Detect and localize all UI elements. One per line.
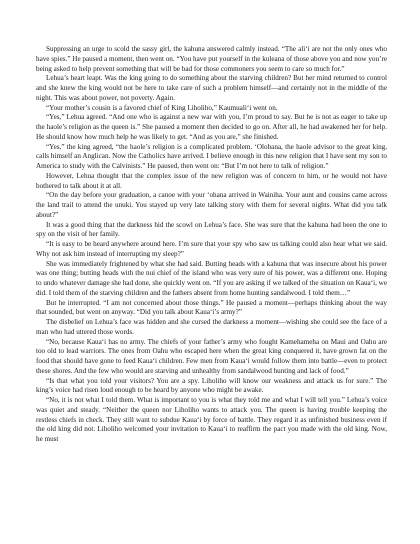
paragraph: “Yes,” Lehua agreed. “And one who is against a new war with you, I’m proud to say. But he is not as eager to take up the haole’s religion as the queen is.” She paused a moment then decided to go on. After all, he had awakened her for help. He should know how much help he was likely to get. “And as you are,” she finished. — [36, 113, 387, 141]
paragraph: She was immediately frightened by what she had said. Butting heads with a kahuna that was insecure about his power was one thing; butting heads with the nui chief of the island who was very sure of his power, was a different one. Hoping to undo whatever damage she had done, she quickly went on. “If you are asking if we talked of the situation on Kaua‘i, we did. I told them of the starving children and the fathers absent from home hunting sandalwood. I told them…” — [36, 259, 387, 297]
paragraph: Lehua’s heart leapt. Was the king going to do something about the starving children? But her mind returned to control and she knew the king would not be here to take care of such a problem himself—and certainly not in the middle of the night. This was about power, not poverty. Again. — [36, 74, 387, 102]
page-text — [36, 45, 387, 445]
paragraph: “No, it is not what I told them. What is important to you is what they told me and what I will tell you.” Lehua’s voice was quiet and steady. “Neither the queen nor Liholiho wants to attack you. The queen is having trouble keeping the restless chiefs in check. They still want to subdue Kaua‘i by force of battle. They regard it as unfinished business even if the old king did not. Liholiho welcomed your invitation to Kaua‘i to reaffirm the pact you made with the old king. Now, he must — [36, 396, 387, 443]
paragraph: The disbelief on Lehua’s face was hidden and she cursed the darkness a moment—wishing she could see the face of a man who had uttered those words. — [36, 318, 387, 336]
paragraph: But he interrupted. “I am not concerned about those things.” He paused a moment—perhaps thinking about the way that sounded, but went on anyway. “Did you talk about Kaua‘i’s army?” — [36, 298, 387, 317]
paragraph: It was a good thing that the darkness hid the scowl on Lehua’s face. She was sure that the kahuna had been the one to spy on the visit of her family. — [36, 220, 387, 239]
paragraph: “On the day before your graduation, a canoe with your ‘ohana arrived in Wainiha. Your aunt and cousins came across the land trail to attend the unuki. You stayed up very late talking story with them for several nights. What did you talk about?” — [36, 191, 387, 219]
paragraph: However, Lehua thought that the complex issue of the new religion was of concern to him, or he would not have bothered to talk about it at all. — [36, 171, 387, 190]
paragraph: “Yes,” the king agreed, “the haole’s religion is a complicated problem. ‘Olobana, the haole advisor to the great king, calls himself an Anglican. Now the Catholics have arrived. I believe enough in this new religion that I have sent my son to America to study with the Calvinists.” He paused, then went on: “But I’m not here to talk of religion.” — [36, 142, 387, 170]
paragraph: “No, because Kaua‘i has no army. The chiefs of your father’s army who fought Kamehameha on Maui and Oahu are too old to lead warriors. The ones from Oahu who escaped here when the great king conquered it, have grown fat on the food that should have gone to feed Kaua‘i children. Few men from Kaua‘i would follow them into battle—even to protect these shores. And the few who would are starving and unhealthy from sandalwood hunting and lack of food.” — [36, 337, 387, 375]
paragraph: “It is easy to be heard anywhere around here. I’m sure that your spy who saw us talking could also hear what we said. Why not ask him instead of interrupting my sleep?” — [36, 240, 387, 258]
paragraph: Suppressing an urge to scold the sassy girl, the kahuna answered calmly instead. “The ali‘i are not the only ones who have spies.” He paused a moment, then went on. “You have put yourself in the kuleana of those above you and now you’re being asked to help prevent something that will be bad for those commoners you seem to care so much for.” — [36, 45, 387, 73]
paragraph: “Is that what you told your visitors? You are a spy. Liholiho will know our weakness and attack us for sure.” The king’s voice had risen loud enough to be heard by anyone who might be awake. — [36, 376, 387, 395]
paragraph: “Your mother’s cousin is a favored chief of King Liholiho,” Kaumuali‘i went on. — [46, 103, 278, 112]
